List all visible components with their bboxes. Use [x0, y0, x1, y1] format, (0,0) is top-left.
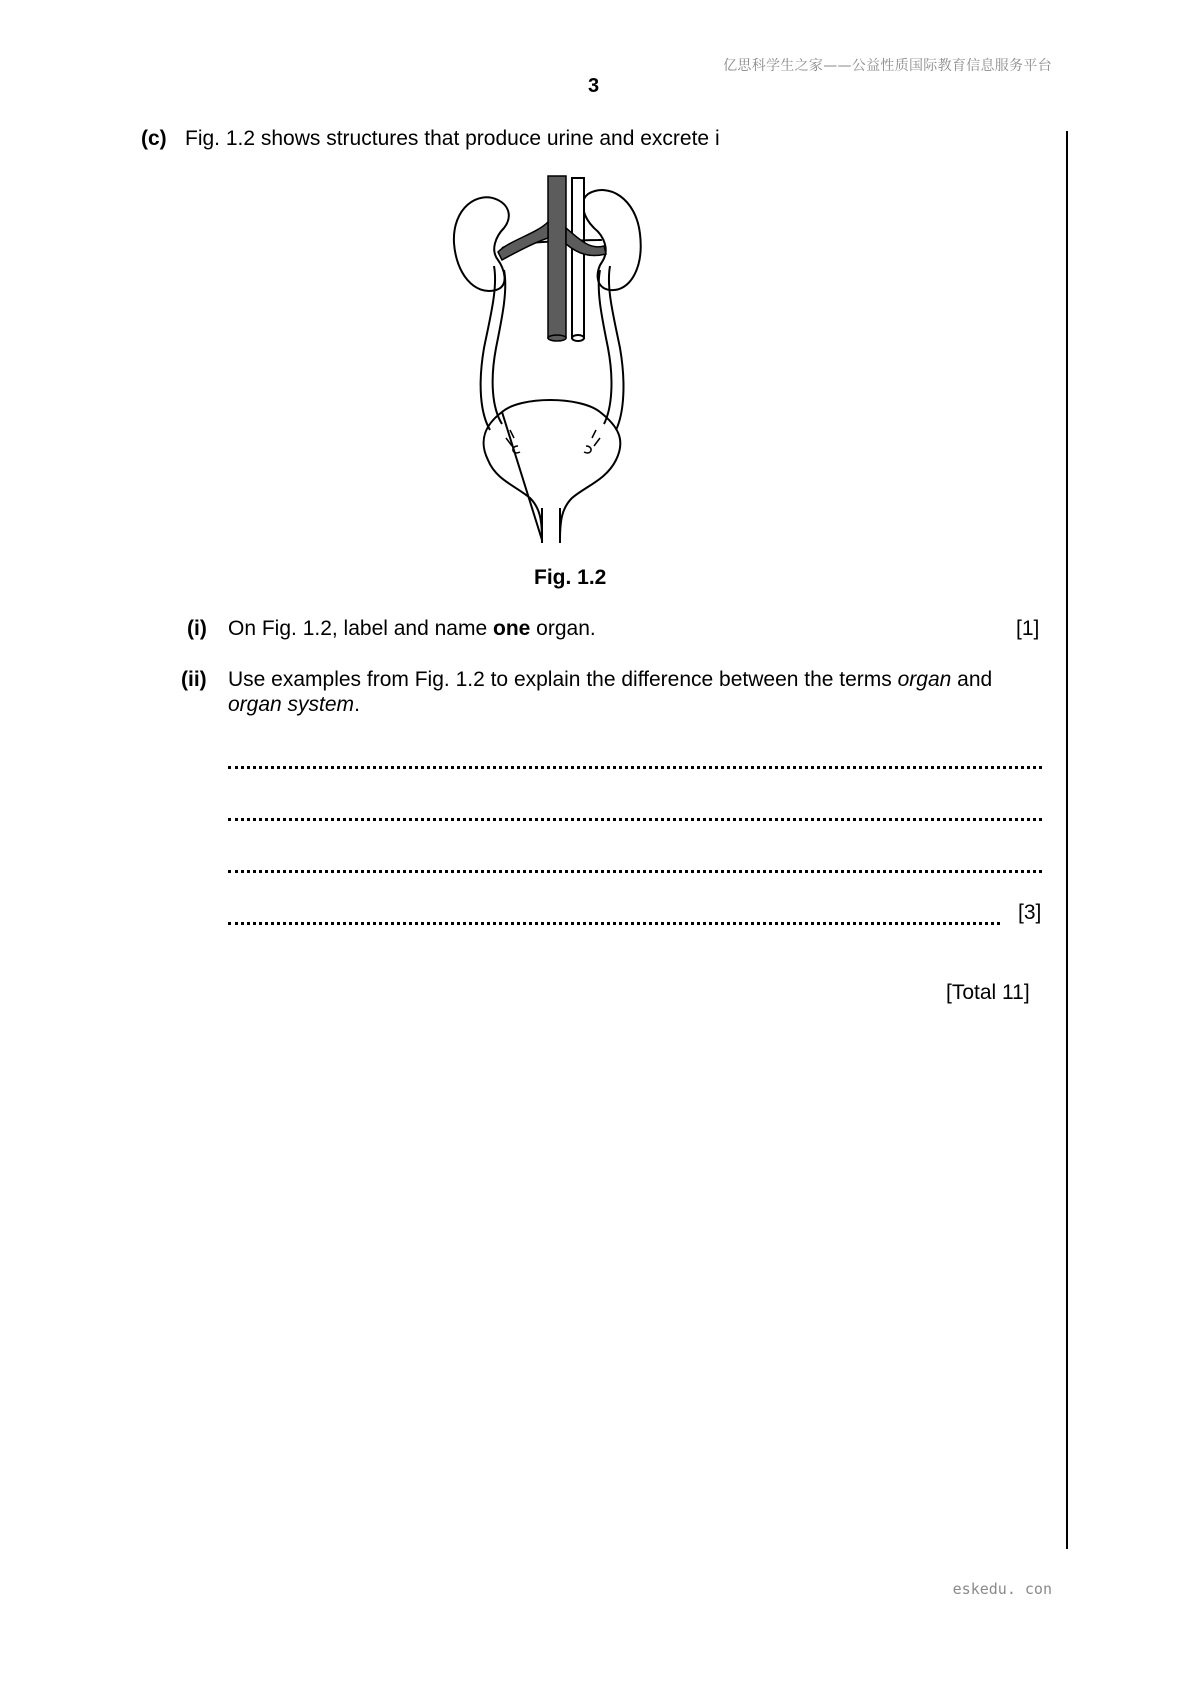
margin-rule	[1066, 131, 1068, 1549]
renal-vein-left	[498, 222, 548, 260]
part-i-marks: [1]	[1016, 617, 1040, 640]
answer-line[interactable]	[228, 870, 1042, 873]
part-i-text-before: On Fig. 1.2, label and name	[228, 617, 493, 640]
question-c-text: Fig. 1.2 shows structures that produce urine and excrete i	[185, 127, 720, 150]
vena-cava	[548, 176, 566, 338]
part-ii-marks: [3]	[1018, 901, 1042, 924]
part-ii-label: (ii)	[181, 668, 207, 691]
answer-line[interactable]	[228, 766, 1042, 769]
left-kidney	[454, 197, 509, 291]
part-ii-line1-italic: organ	[897, 668, 952, 691]
question-c-label: (c)	[141, 127, 167, 150]
answer-line[interactable]	[228, 818, 1042, 821]
part-i-question	[228, 616, 596, 642]
part-i-text-bold: one	[493, 617, 531, 640]
figure-caption: Fig. 1.2	[534, 566, 607, 589]
urinary-system-diagram	[440, 168, 680, 543]
page-number: 3	[588, 75, 600, 97]
bladder	[484, 400, 621, 540]
answer-line[interactable]	[228, 922, 1000, 925]
part-ii-line2-italic: organ system	[228, 693, 355, 716]
part-ii-line1-before: Use examples from Fig. 1.2 to explain the difference between the terms	[228, 668, 898, 691]
part-i-label: (i)	[187, 617, 207, 640]
part-ii-line-1	[228, 667, 992, 693]
part-ii-line2-after: .	[354, 693, 360, 716]
aorta	[572, 178, 584, 338]
header-site-note: 亿思科学生之家——公益性质国际教育信息服务平台	[723, 58, 1052, 74]
part-ii-line-2	[228, 692, 360, 718]
footer-site: eskedu. con	[952, 1580, 1052, 1598]
part-ii-line1-after: and	[951, 668, 993, 691]
part-i-text-after: organ.	[530, 617, 596, 640]
total-marks: [Total 11]	[946, 981, 1030, 1004]
